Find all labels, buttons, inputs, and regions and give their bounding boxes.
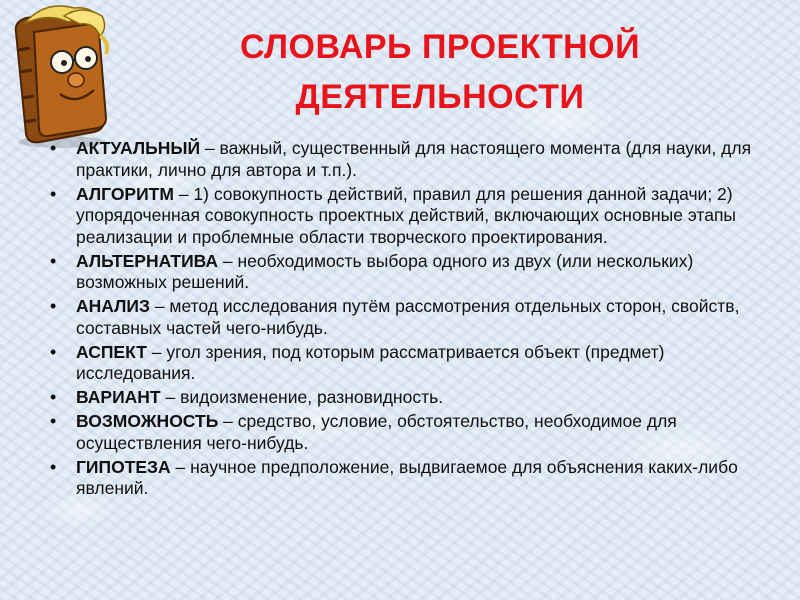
term-definition: – видоизменение, разновидность.: [160, 387, 444, 407]
list-item: [46, 251, 766, 294]
list-item: [46, 457, 766, 500]
term-definition: – научное предположение, выдвигаемое для объяснения каких-либо явлений.: [76, 456, 738, 498]
term-definition: – угол зрения, под которым рассматривается объект (предмет) исследования.: [76, 341, 665, 383]
list-item: [46, 184, 766, 249]
term-definition: – метод исследования путём рассмотрения отдельных сторон, свойств, составных частей чего-нибудь.: [76, 296, 740, 338]
term-definition: – важный, существенный для настоящего момента (для науки, для практики, лично для автора и т.п.).: [76, 138, 752, 180]
term-label: АНАЛИЗ: [76, 296, 150, 316]
list-item: [46, 387, 766, 409]
term-label: ВАРИАНТ: [76, 387, 161, 407]
title-line-2: ДЕЯТЕЛЬНОСТИ: [295, 78, 585, 116]
term-definition: – средство, условие, обстоятельство, необходимое для осуществления чего-нибудь.: [76, 411, 677, 453]
list-item: [46, 411, 766, 454]
term-label: АЛЬТЕРНАТИВА: [76, 250, 219, 271]
term-definition: – необходимость выбора одного из двух (или нескольких) возможных решений.: [76, 250, 694, 292]
term-label: АЛГОРИТМ: [76, 183, 174, 204]
title-line-1: СЛОВАРЬ ПРОЕКТНОЙ: [239, 28, 641, 66]
cartoon-book-character-icon: [4, 2, 120, 152]
term-label: АКТУАЛЬНЫЙ: [76, 138, 201, 158]
term-label: ВОЗМОЖНОСТЬ: [76, 411, 219, 431]
glossary-list: [46, 138, 766, 502]
term-label: АСПЕКТ: [76, 341, 147, 362]
list-item: [46, 342, 766, 385]
list-item: [46, 296, 766, 339]
page-title: [120, 22, 760, 122]
term-definition: – 1) совокупность действий, правил для решения данной задачи; 2) упорядоченная совокупность проектных действий, включающих основные этапы реализации и проблемные области творческого проектирования.: [76, 183, 736, 247]
list-item: [46, 138, 766, 181]
term-label: ГИПОТЕЗА: [76, 456, 171, 477]
